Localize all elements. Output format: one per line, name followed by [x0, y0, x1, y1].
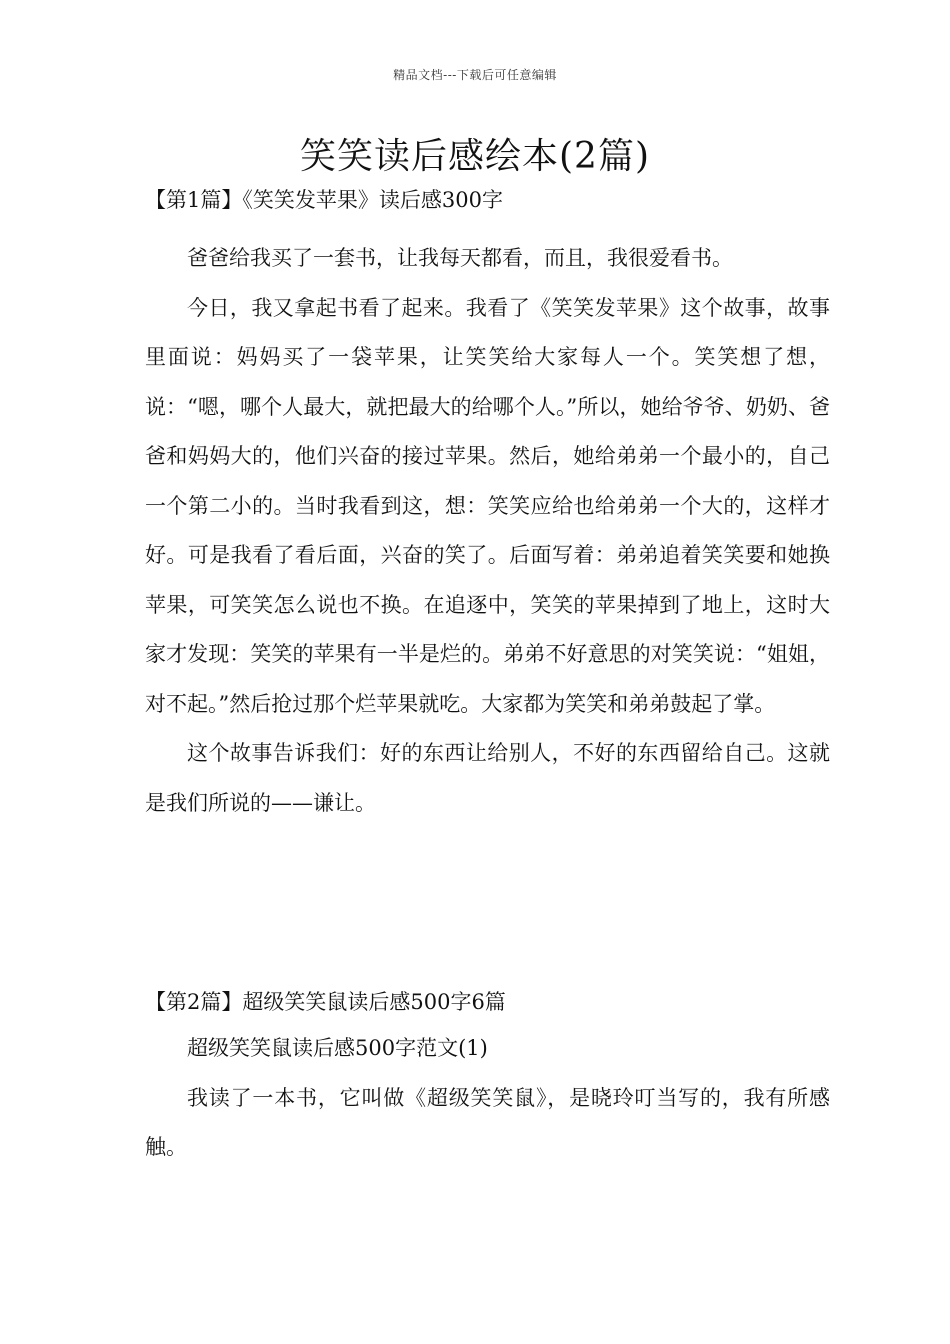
section-1-paragraph: 爸爸给我买了一套书，让我每天都看，而且，我很爱看书。: [187, 246, 733, 270]
section-1-paragraph: 今日，我又拿起书看了起来。我看了《笑笑发苹果》这个故事，故事里面说：妈妈买了一袋苹果，让笑笑给大家每人一个。笑笑想了想，说：“嗯，哪个人最大，就把最大的给哪个人。”所以，她给爷爷、奶奶、爸爸和妈妈大的，他们兴奋的接过苹果。然后，她给弟弟一个最小的，自己一个第二小的。当时我看到这，想：笑笑应给也给弟弟一个大的，这样才好。可是我看了看后面，兴奋的笑了。后面写着：弟弟追着笑笑要和她换苹果，可笑笑怎么说也不换。在追逐中，笑笑的苹果掉到了地上，这时大家才发现：笑笑的苹果有一半是烂的。弟弟不好意思的对笑笑说：“姐姐，对不起。”然后抢过那个烂苹果就吃。大家都为笑笑和弟弟鼓起了掌。: [145, 295, 830, 716]
document-title: 笑笑读后感绘本(2篇): [300, 136, 650, 177]
section-2-paragraph: 我读了一本书，它叫做《超级笑笑鼠》，是晓玲叮当写的，我有所感触。: [145, 1085, 830, 1159]
section-1-paragraph: 这个故事告诉我们：好的东西让给别人，不好的东西留给自己。这就是我们所说的——谦让。: [145, 741, 830, 815]
header-note: 精品文档---下载后可任意编辑: [393, 68, 557, 82]
section-2-heading: 【第2篇】超级笑笑鼠读后感500字6篇: [145, 990, 506, 1014]
section-1-heading: 【第1篇】《笑笑发苹果》读后感300字: [145, 188, 503, 212]
section-spacer: [145, 828, 830, 986]
document-body: [145, 184, 830, 1173]
section-2-subtitle: 超级笑笑鼠读后感500字范文(1): [187, 1036, 488, 1060]
